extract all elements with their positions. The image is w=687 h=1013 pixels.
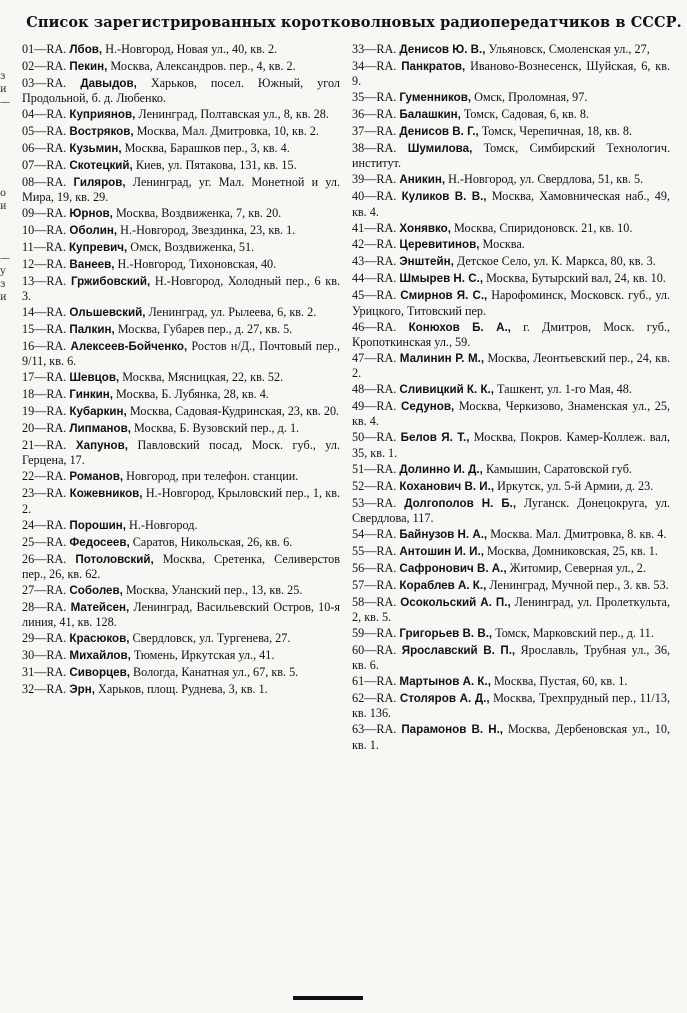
callsign: 50—RA.	[352, 430, 397, 445]
address: Омск, Воздвиженка, 51.	[130, 240, 255, 255]
list-item	[22, 223, 340, 238]
operator-name: Конюхов Б. А.,	[408, 320, 511, 334]
address: Москва.	[482, 237, 525, 252]
callsign: 27—RA.	[22, 582, 67, 597]
callsign: 21—RA.	[22, 438, 67, 453]
list-item	[352, 42, 670, 57]
address: Н.-Новгород, Новая ул., 40, кв. 2.	[105, 42, 278, 56]
callsign: 22—RA.	[22, 469, 67, 484]
left-column	[22, 42, 340, 699]
callsign: 35—RA.	[352, 90, 397, 105]
operator-name: Шмырев Н. С.,	[399, 272, 484, 286]
page-title: Список зарегистрированных коротковолновых радиопередатчиков в СССР.	[26, 14, 682, 31]
list-item	[22, 404, 340, 419]
list-item	[352, 674, 670, 689]
callsign: 39—RA.	[352, 172, 397, 187]
list-item	[22, 206, 340, 221]
address: Томск, Марковский пер., д. 11.	[495, 625, 654, 640]
operator-name: Гуменников,	[399, 91, 472, 105]
address: Ленинград, уг. Мал. Монетной и ул. Мира, 19, кв. 29.	[22, 174, 340, 205]
list-item	[352, 544, 670, 559]
margin-mark	[0, 109, 10, 122]
operator-name: Парамонов В. Н.,	[401, 723, 504, 737]
callsign: 42—RA.	[352, 237, 397, 252]
list-item	[352, 399, 670, 429]
list-item	[22, 141, 340, 156]
list-item	[22, 322, 340, 337]
operator-name: Балашкин,	[399, 108, 461, 122]
address: Москва, Леонтьевский пер., 24, кв. 2.	[352, 350, 671, 381]
list-item	[352, 288, 670, 318]
address: Москва, Губарев пер., д. 27, кв. 5.	[117, 322, 293, 337]
operator-name: Денисов В. Г.,	[399, 125, 479, 139]
operator-name: Церевитинов,	[399, 238, 480, 252]
margin-mark	[0, 148, 10, 161]
operator-name: Панкратов,	[401, 59, 466, 73]
callsign: 14—RA.	[22, 305, 67, 320]
operator-name: Палкин,	[69, 323, 115, 337]
operator-name: Купревич,	[68, 241, 128, 255]
callsign: 48—RA.	[352, 382, 397, 397]
list-item	[22, 370, 340, 385]
operator-name: Коханович В. И.,	[399, 479, 495, 493]
callsign: 33—RA.	[352, 42, 397, 56]
list-item	[22, 274, 340, 304]
address: Москва, Спиридоновск. 21, кв. 10.	[453, 220, 633, 235]
callsign: 47—RA.	[352, 350, 397, 365]
callsign: 24—RA.	[22, 517, 67, 532]
callsign: 61—RA.	[352, 674, 397, 689]
operator-name: Оболин,	[69, 224, 118, 238]
operator-name: Хонявко,	[399, 221, 451, 235]
operator-name: Ванеев,	[69, 258, 115, 271]
list-item	[352, 595, 670, 625]
address: Н.-Новгород, Тихоновская, 40.	[117, 257, 277, 271]
operator-name: Гржибовский,	[71, 274, 151, 288]
address: Саратов, Никольская, 26, кв. 6.	[132, 534, 293, 549]
list-item	[352, 643, 670, 673]
address: Н.-Новгород, Звездинка, 23, кв. 1.	[120, 223, 296, 238]
margin-mark: —	[0, 253, 10, 264]
operator-name: Малинин Р. М.,	[399, 351, 485, 365]
list-item	[22, 124, 340, 139]
callsign: 53—RA.	[352, 495, 397, 510]
address: Ленинград, Полтавская ул., 8, кв. 28.	[138, 107, 329, 122]
operator-name: Ярославский В. П.,	[401, 643, 516, 657]
address: Москва, Черкизово, Знаменская ул., 25, кв. 4.	[352, 399, 671, 429]
list-item	[22, 240, 340, 255]
address: Ташкент, ул. 1-го Мая, 48.	[497, 382, 632, 397]
operator-name: Куликов В. В.,	[401, 190, 487, 204]
list-item	[22, 305, 340, 320]
callsign: 17—RA.	[22, 370, 67, 385]
address: Н.-Новгород.	[129, 517, 198, 532]
list-item	[22, 438, 340, 468]
list-item	[22, 257, 340, 272]
list-item	[352, 722, 670, 752]
operator-name: Долгополов Н. Б.,	[404, 496, 517, 510]
address: Н.-Новгород, Холодный пер., 6 кв. 3.	[22, 273, 340, 304]
callsign: 36—RA.	[352, 107, 397, 122]
list-item	[352, 578, 670, 593]
operator-name: Федосеев,	[69, 535, 130, 549]
address: Ленинград, ул. Рылеева, 6, кв. 2.	[148, 305, 317, 320]
margin-mark: и	[0, 84, 7, 95]
operator-name: Аникин,	[399, 173, 446, 187]
operator-name: Шумилова,	[407, 142, 473, 156]
callsign: 41—RA.	[352, 220, 397, 235]
address: Ярославль, Трубная ул., 36, кв. 6.	[352, 642, 671, 673]
callsign: 57—RA.	[352, 577, 397, 592]
address: Свердловск, ул. Тургенева, 27.	[132, 631, 291, 645]
address: Москва, Барашков пер., 3, кв. 4.	[124, 141, 290, 156]
address: Н.-Новгород, Крыловский пер., 1, кв. 2.	[22, 486, 341, 516]
list-item	[352, 691, 670, 721]
operator-name: Белов Я. Т.,	[400, 431, 470, 445]
list-item	[22, 469, 340, 484]
list-item	[22, 42, 340, 57]
operator-name: Осокольский А. П.,	[400, 595, 511, 609]
operator-name: Ольшевский,	[69, 306, 146, 320]
list-item	[352, 382, 670, 397]
address: Москва, Хамовническая наб., 49, кв. 4.	[352, 189, 671, 219]
address: Москва, Трехпрудный пер., 11/13, кв. 136.	[352, 690, 671, 721]
address: Иркутск, ул. 5-й Армии, д. 23.	[497, 478, 654, 493]
list-item	[22, 665, 340, 680]
operator-name: Потоловский,	[75, 552, 154, 566]
address: Москва, Бутырский вал, 24, кв. 10.	[486, 271, 666, 286]
operator-name: Липманов,	[69, 422, 131, 436]
margin-mark	[0, 122, 10, 135]
callsign: 25—RA.	[22, 534, 67, 549]
operator-name: Давыдов,	[80, 76, 137, 90]
operator-name: Скотецкий,	[69, 158, 133, 172]
address: Житомир, Северная ул., 2.	[509, 560, 646, 575]
operator-name: Кубаркин,	[69, 405, 127, 419]
address: Москва, Александров. пер., 4, кв. 2.	[110, 58, 296, 73]
operator-name: Пекин,	[69, 59, 108, 73]
callsign: 29—RA.	[22, 631, 67, 645]
address: Москва, Б. Лубянка, 28, кв. 4.	[116, 387, 269, 402]
list-item	[22, 387, 340, 402]
operator-name: Порошин,	[69, 518, 126, 532]
address: Москва, Уланский пер., 13, кв. 25.	[125, 582, 303, 597]
address: Томск, Черепичная, 18, кв. 8.	[481, 124, 633, 139]
margin-mark	[0, 135, 10, 148]
address: Тюмень, Иркутская ул., 41.	[133, 647, 275, 662]
callsign: 06—RA.	[22, 141, 67, 156]
callsign: 59—RA.	[352, 625, 397, 640]
address: Харьков, посел. Южный, угол Продольной, б. д. Любенко.	[22, 75, 340, 106]
address: Ростов н/Д., Почтовый пер., 9/11, кв. 6.	[22, 339, 340, 369]
callsign: 38—RA.	[352, 141, 397, 156]
list-item	[22, 486, 340, 516]
callsign: 13—RA.	[22, 273, 67, 288]
operator-name: Куприянов,	[69, 108, 136, 122]
list-item	[22, 631, 340, 646]
address: Москва, Дербеновская ул., 10, кв. 1.	[352, 722, 671, 752]
operator-name: Сливицкий К. К.,	[399, 383, 494, 397]
operator-name: Кожевников,	[69, 487, 143, 501]
list-item	[352, 561, 670, 576]
address: Харьков, площ. Руднева, 3, кв. 1.	[98, 681, 268, 696]
operator-name: Михайлов,	[69, 648, 131, 662]
callsign: 07—RA.	[22, 157, 67, 172]
callsign: 15—RA.	[22, 322, 67, 337]
address: Иваново-Вознесенск, Шуйская, 6, кв. 9.	[352, 58, 671, 89]
callsign: 23—RA.	[22, 486, 67, 501]
operator-name: Столяров А. Д.,	[399, 691, 490, 705]
margin-mark: и	[0, 201, 7, 212]
callsign: 62—RA.	[352, 690, 397, 705]
callsign: 45—RA.	[352, 288, 397, 303]
address: Киев, ул. Пятакова, 131, кв. 15.	[135, 157, 297, 172]
margin-mark	[0, 239, 10, 252]
operator-name: Соболев,	[69, 583, 123, 597]
list-item	[22, 107, 340, 122]
callsign: 40—RA.	[352, 189, 397, 204]
address: Ленинград, Васильевский Остров, 10-я линия, 41, кв. 128.	[22, 599, 341, 630]
callsign: 37—RA.	[352, 124, 397, 139]
list-item	[352, 626, 670, 641]
list-item	[22, 421, 340, 436]
callsign: 26—RA.	[22, 551, 67, 566]
list-item	[352, 124, 670, 139]
address: Омск, Проломная, 97.	[474, 90, 588, 105]
address: Н.-Новгород, ул. Свердлова, 51, кв. 5.	[448, 172, 644, 187]
callsign: 04—RA.	[22, 107, 67, 122]
callsign: 20—RA.	[22, 421, 67, 436]
address: Москва, Б. Вузовский пер., д. 1.	[134, 421, 300, 436]
callsign: 30—RA.	[22, 647, 67, 662]
margin-mark: з	[0, 279, 6, 290]
list-item	[22, 518, 340, 533]
operator-name: Эрн,	[69, 682, 95, 696]
callsign: 05—RA.	[22, 124, 67, 139]
callsign: 18—RA.	[22, 387, 67, 402]
address: Москва, Пустая, 60, кв. 1.	[493, 674, 628, 689]
list-item	[22, 158, 340, 173]
operator-name: Сиворцев,	[69, 665, 130, 679]
callsign: 02—RA.	[22, 58, 67, 73]
list-item	[352, 462, 670, 477]
operator-name: Кораблев А. К.,	[399, 578, 487, 592]
address: Томск, Симбирский Технологич. институт.	[352, 141, 671, 171]
operator-name: Сафронович В. А.,	[399, 561, 507, 575]
callsign: 52—RA.	[352, 478, 397, 493]
list-item	[352, 141, 670, 171]
address: Луганск. Донецокруга, ул. Свердлова, 117.	[352, 495, 670, 525]
list-item	[352, 59, 670, 89]
list-item	[22, 600, 340, 630]
margin-mark	[0, 161, 10, 174]
callsign: 44—RA.	[352, 271, 397, 286]
address: Москва, Воздвиженка, 7, кв. 20.	[115, 206, 282, 221]
callsign: 63—RA.	[352, 722, 397, 737]
address: Камышин, Саратовской губ.	[485, 461, 632, 476]
address: Москва, Покров. Камер-Коллеж. вал, 35, кв. 1.	[352, 430, 671, 460]
address: Томск, Садовая, 6, кв. 8.	[463, 107, 590, 122]
list-item	[352, 90, 670, 105]
list-item	[22, 583, 340, 598]
address: Детское Село, ул. К. Маркса, 80, кв. 3.	[456, 254, 656, 269]
operator-name: Востряков,	[69, 125, 134, 139]
list-item	[352, 237, 670, 252]
callsign: 12—RA.	[22, 257, 67, 271]
operator-name: Гинкин,	[69, 388, 113, 402]
callsign: 16—RA.	[22, 339, 67, 354]
callsign: 34—RA.	[352, 58, 397, 73]
list-item	[22, 682, 340, 697]
address: Москва, Мясницкая, 22, кв. 52.	[122, 370, 284, 385]
list-item	[22, 535, 340, 550]
list-item	[22, 76, 340, 106]
callsign: 56—RA.	[352, 560, 397, 575]
operator-name: Байнузов Н. А.,	[399, 527, 488, 541]
list-item	[22, 552, 340, 582]
callsign: 31—RA.	[22, 664, 67, 679]
operator-name: Кузьмин,	[69, 142, 122, 156]
list-item	[352, 351, 670, 381]
operator-name: Григорьев В. В.,	[399, 626, 493, 640]
operator-name: Долинно И. Д.,	[399, 462, 483, 476]
address: Нарофоминск, Московск. губ., ул. Урицкого, Титовский пер.	[352, 288, 671, 318]
callsign: 01—RA.	[22, 42, 67, 56]
callsign: 11—RA.	[22, 240, 66, 255]
margin-mark	[0, 226, 10, 239]
list-item	[22, 339, 340, 369]
address: Москва, Домниковская, 25, кв. 1.	[487, 543, 658, 558]
operator-name: Красюков,	[69, 632, 130, 645]
address: Москва, Садовая-Кудринская, 23, кв. 20.	[129, 404, 340, 419]
callsign: 10—RA.	[22, 223, 67, 238]
callsign: 28—RA.	[22, 599, 67, 614]
callsign: 49—RA.	[352, 399, 397, 414]
list-item	[352, 189, 670, 219]
list-item	[352, 527, 670, 542]
address: Ленинград, ул. Пролеткульта, 2, кв. 5.	[352, 594, 671, 624]
address: Вологда, Канатная ул., 67, кв. 5.	[133, 664, 299, 679]
address: Новгород, при телефон. станции.	[126, 469, 299, 484]
list-item	[352, 496, 670, 526]
callsign: 51—RA.	[352, 461, 397, 476]
callsign: 09—RA.	[22, 206, 67, 221]
list-item	[22, 175, 340, 205]
margin-mark	[0, 174, 10, 187]
callsign: 60—RA.	[352, 642, 397, 657]
operator-name: Денисов Ю. В.,	[399, 43, 486, 56]
list-item	[352, 430, 670, 460]
address: Ульяновск, Смоленская ул., 27,	[488, 42, 650, 56]
operator-name: Романов,	[69, 470, 124, 484]
list-item	[352, 320, 670, 350]
callsign: 43—RA.	[352, 254, 397, 269]
list-item	[352, 221, 670, 236]
callsign: 58—RA.	[352, 594, 397, 609]
margin-mark: з	[0, 71, 6, 82]
list-item	[22, 648, 340, 663]
list-item	[22, 59, 340, 74]
list-item	[352, 172, 670, 187]
operator-name: Шевцов,	[69, 371, 120, 385]
margin-mark: —	[0, 97, 10, 108]
operator-name: Мартынов А. К.,	[399, 675, 491, 689]
margin-mark: и	[0, 292, 7, 303]
address: г. Дмитров, Моск. губ., Кропоткинская ул., 59.	[352, 319, 671, 349]
callsign: 32—RA.	[22, 681, 67, 696]
operator-name: Лбов,	[69, 43, 103, 56]
list-item	[352, 107, 670, 122]
callsign: 03—RA.	[22, 75, 67, 90]
right-column	[352, 42, 670, 754]
address: Москва, Сретенка, Селиверстов пер., 26, кв. 62.	[22, 551, 341, 581]
address: Москва. Мал. Дмитровка, 8. кв. 4.	[490, 526, 667, 541]
operator-name: Седунов,	[401, 400, 455, 414]
callsign: 54—RA.	[352, 526, 397, 541]
operator-name: Антошин И. И.,	[399, 544, 484, 558]
margin-mark: у	[0, 266, 6, 277]
operator-name: Энштейн,	[399, 255, 454, 269]
margin-mark: о	[0, 188, 7, 199]
operator-name: Матейсен,	[70, 600, 130, 614]
operator-name: Хапунов,	[75, 439, 128, 453]
margin-marks	[0, 70, 10, 304]
list-item	[352, 254, 670, 269]
operator-name: Смирнов Я. С.,	[400, 289, 488, 303]
callsign: 08—RA.	[22, 174, 67, 189]
operator-name: Гиляров,	[73, 175, 126, 189]
list-item	[352, 271, 670, 286]
margin-mark	[0, 213, 10, 226]
callsign: 19—RA.	[22, 404, 67, 419]
address: Москва, Мал. Дмитровка, 10, кв. 2.	[136, 124, 319, 139]
list-item	[352, 479, 670, 494]
address: Ленинград, Мучной пер., 3. кв. 53.	[489, 577, 669, 592]
callsign: 46—RA.	[352, 319, 397, 334]
operator-name: Алексеев-Бойченко,	[70, 340, 188, 354]
callsign: 55—RA.	[352, 543, 397, 558]
operator-name: Юрнов,	[69, 207, 113, 221]
bottom-rule	[293, 996, 363, 1000]
address: Павловский посад, Моск. губ., ул. Герцена, 17.	[22, 438, 340, 468]
